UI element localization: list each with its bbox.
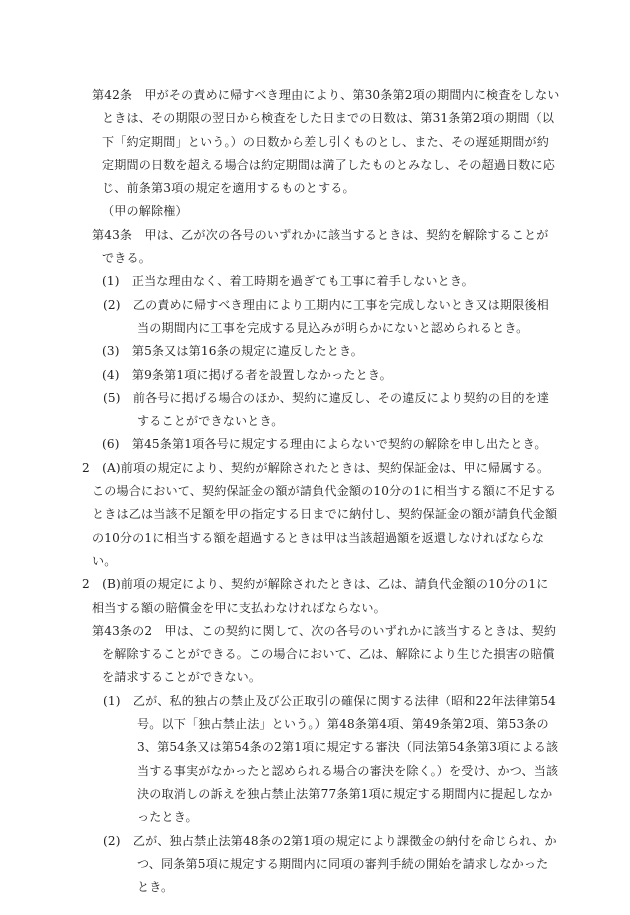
article-43-2: 第43条の2 甲は、この契約に関して、次の各号のいずれかに該当するときは、契約を解除することができる。この場合において、乙は、解除により生じた損害の賠償を請求することができない。	[92, 623, 557, 685]
article-43-item-3: (3) 第5条又は第16条の規定に違反したとき。	[102, 344, 364, 359]
article-43-item-5: (5) 前各号に掲げる場合のほか、契約に違反し、その違反により契約の目的を達することができないとき。	[103, 390, 550, 429]
article-43-item-6: (6) 第45条第1項各号に規定する理由によらないで契約の解除を申し出たとき。	[102, 437, 547, 452]
article-43-para-2b: 2 (B)前項の規定により、契約が解除されたときは、乙は、請負代金額の10分の1に相当する額の賠償金を甲に支払わなければならない。	[82, 577, 549, 615]
article-43-para-2a: 2 (A)前項の規定により、契約が解除されたときは、契約保証金は、甲に帰属する。この場合において、契約保証金の額が請負代金額の10分の1に相当する額に不足するときは乙は当該不足額を甲の指定する日までに納付し、契約保証金の額が請負代金額の10分の1に相当する額を超過するときは甲は当該超過額を返還しなければならない。	[82, 460, 558, 568]
article-43-item-4: (4) 第9条第1項に掲げる者を設置しなかったとき。	[102, 367, 392, 382]
article-43-2-item-1: (1) 乙が、私的独占の禁止及び公正取引の確保に関する法律（昭和22年法律第54号。以下「独占禁止法」という。）第48条第4項、第49条第2項、第53条の3、第54条又は第54条の2第1項に規定する審決（同法第54条第3項による該当する事実がなかったと認められる場合の審決を除く。）を受け、かつ、当該決の取消しの訴えを独占禁止法第77条第1項に規定する期間内に提起しなかったとき。	[103, 693, 559, 825]
article-43: 第43条 甲は、乙が次の各号のいずれかに該当するときは、契約を解除することができる。	[92, 227, 549, 266]
article-43-2-item-2: (2) 乙が、独占禁止法第48条の2第1項の規定により課徴金の納付を命じられ、かつ、同条第5項に規定する期間内に同項の審判手続の開始を請求しなかったとき。	[103, 833, 557, 895]
document-body	[82, 84, 560, 899]
article-43-item-1: (1) 正当な理由なく、着工時期を過ぎても工事に着手しないとき。	[102, 274, 474, 289]
article-43-item-2: (2) 乙の責めに帰すべき理由により工期内に工事を完成しないとき又は期限後相当の期間内に工事を完成する見込みが明らかにないと認められるとき。	[103, 297, 549, 335]
article-42: 第42条 甲がその責めに帰すべき理由により、第30条第2項の期間内に検査をしないときは、その期限の翌日から検査をした日までの日数は、第31条第2項の期間（以下「約定期間」という。）の日数から差し引くものとし、また、その遅延期間が約定期間の日数を超える場合は約定期間は満了したものとみなし、その超過日数に応じ、前条第3項の規定を適用するものとする。	[92, 88, 560, 196]
article-43-caption: （甲の解除権）	[102, 204, 188, 219]
